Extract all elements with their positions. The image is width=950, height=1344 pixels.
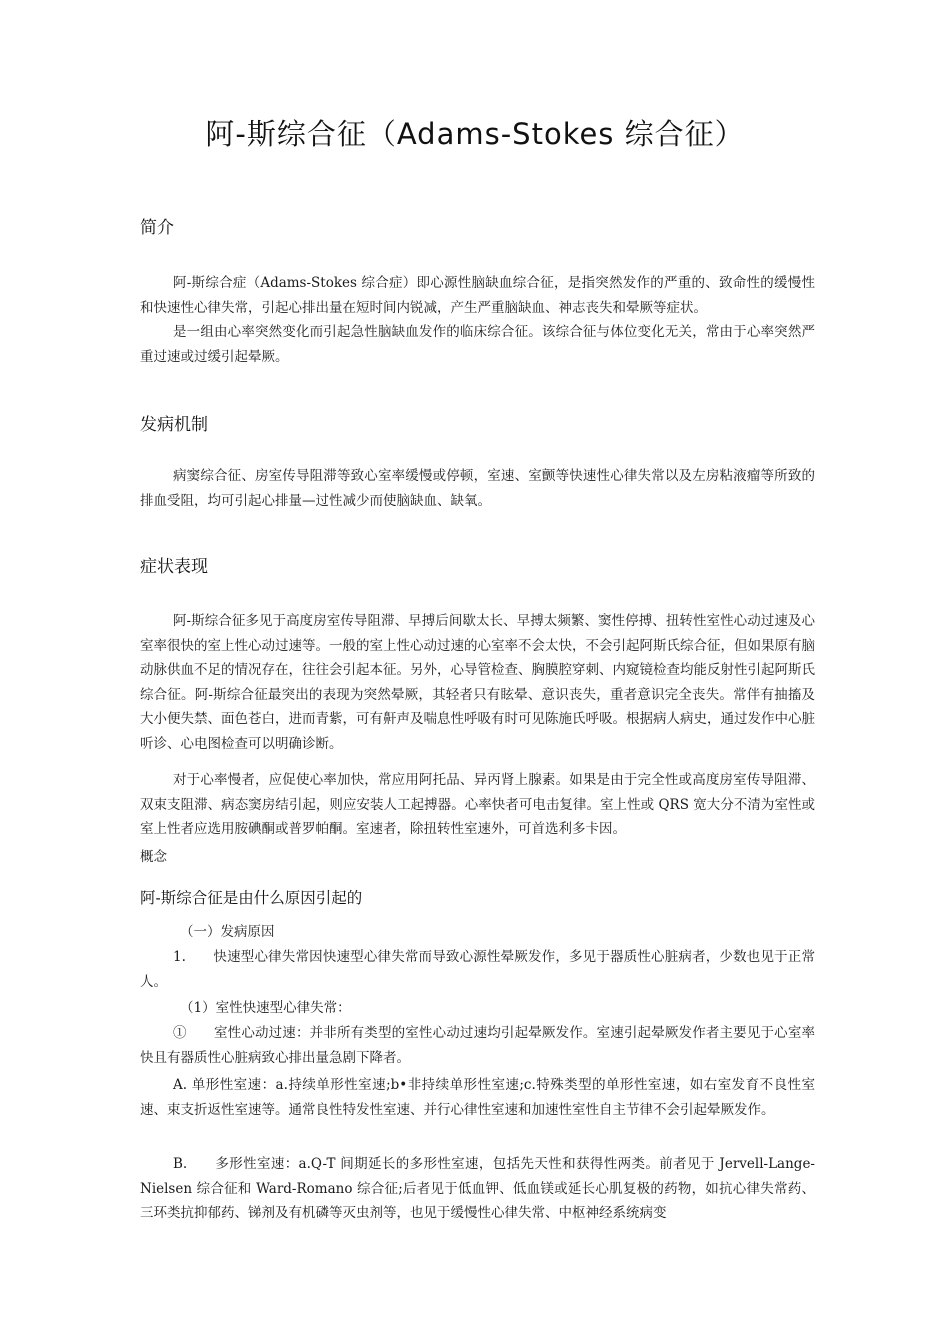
cause-line-2: 1. 快速型心律失常因快速型心律失常而导致心源性晕厥发作，多见于器质性心脏病者，少数也见于正常人。 [140, 949, 815, 990]
mechanism-paragraph-text: 病窦综合征、房室传导阻滞等致心室率缓慢或停顿，室速、室颤等快速性心律失常以及左房粘液瘤等所致的排血受阻，均可引起心排量—过性减少而使脑缺血、缺氧。 [140, 468, 815, 509]
document-title: 阿-斯综合征（Adams-Stokes 综合征） [205, 117, 745, 151]
cause-line-5: A. 单形性室速：a.持续单形性室速;b•非持续单形性室速;c.特殊类型的单形性室速，如右室发育不良性室速、束支折返性室速等。通常良性特发性室速、并行心律性室速和加速性室性自主节律不会引起晕厥发作。 [140, 1077, 815, 1118]
symptoms-paragraph-1: 阿-斯综合征多见于高度房室传导阻滞、早搏后间歇太长、早搏太频繁、窦性停搏、扭转性室性心动过速及心室率很快的室上性心动过速等。一般的室上性心动过速的心室率不会太快，不会引起阿斯氏综合征，但如果原有脑动脉供血不足的情况存在，往往会引起本征。另外，心导管检查、胸膜腔穿刺、内窥镜检查均能反射性引起阿斯氏综合征。阿-斯综合征最突出的表现为突然晕厥，其轻者只有眩晕、意识丧失，重者意识完全丧失。常伴有抽搐及大小便失禁、面色苍白，进而青紫，可有鼾声及喘息性呼吸有时可见陈施氏呼吸。根据病人病史，通过发作中心脏听诊、心电图检查可以明确诊断。 [140, 613, 815, 752]
section-heading-intro: 简介 [140, 218, 174, 238]
intro-paragraph-2: 是一组由心率突然变化而引起急性脑缺血发作的临床综合征。该综合征与体位变化无关，常由于心率突然严重过速或过缓引起晕厥。 [140, 324, 815, 365]
cause-line-1: （一）发病原因 [180, 924, 275, 940]
cause-heading: 阿-斯综合征是由什么原因引起的 [140, 889, 363, 907]
intro-paragraph-1: 阿-斯综合症（Adams-Stokes 综合症）即心源性脑缺血综合征，是指突然发作的严重的、致命性的缓慢性和快速性心律失常，引起心排出量在短时间内锐减，产生严重脑缺血、神志丧失和晕厥等症状。 [140, 275, 815, 316]
section-heading-symptoms: 症状表现 [140, 557, 208, 577]
symptoms-paragraph-2: 对于心率慢者，应促使心率加快，常应用阿托品、异丙肾上腺素。如果是由于完全性或高度房室传导阻滞、双束支阻滞、病态窦房结引起，则应安装人工起搏器。心率快者可电击复律。室上性或 QRS 宽大分不清为室性或室上性者应选用胺碘酮或普罗帕酮。室速者，除扭转性室速外，可首选利多卡因。 [140, 772, 815, 837]
concept-label: 概念 [140, 849, 167, 865]
cause-line-3: （1）室性快速型心律失常： [180, 1000, 351, 1016]
cause-line-6: B. 多形性室速：a.Q-T 间期延长的多形性室速，包括先天性和获得性两类。前者见于 Jervell-Lange-Nielsen 综合征和 Ward-Romano 综合征;后者见于低血钾、低血镁或延长心肌复极的药物，如抗心律失常药、三环类抗抑郁药、锑剂及有机磷等灭虫剂等，也见于缓慢性心律失常、中枢神经系统病变 [140, 1156, 815, 1221]
section-heading-mechanism: 发病机制 [140, 415, 208, 435]
cause-line-4: ① 室性心动过速：并非所有类型的室性心动过速均引起晕厥发作。室速引起晕厥发作者主要见于心室率快且有器质性心脏病致心排出量急剧下降者。 [140, 1025, 815, 1066]
